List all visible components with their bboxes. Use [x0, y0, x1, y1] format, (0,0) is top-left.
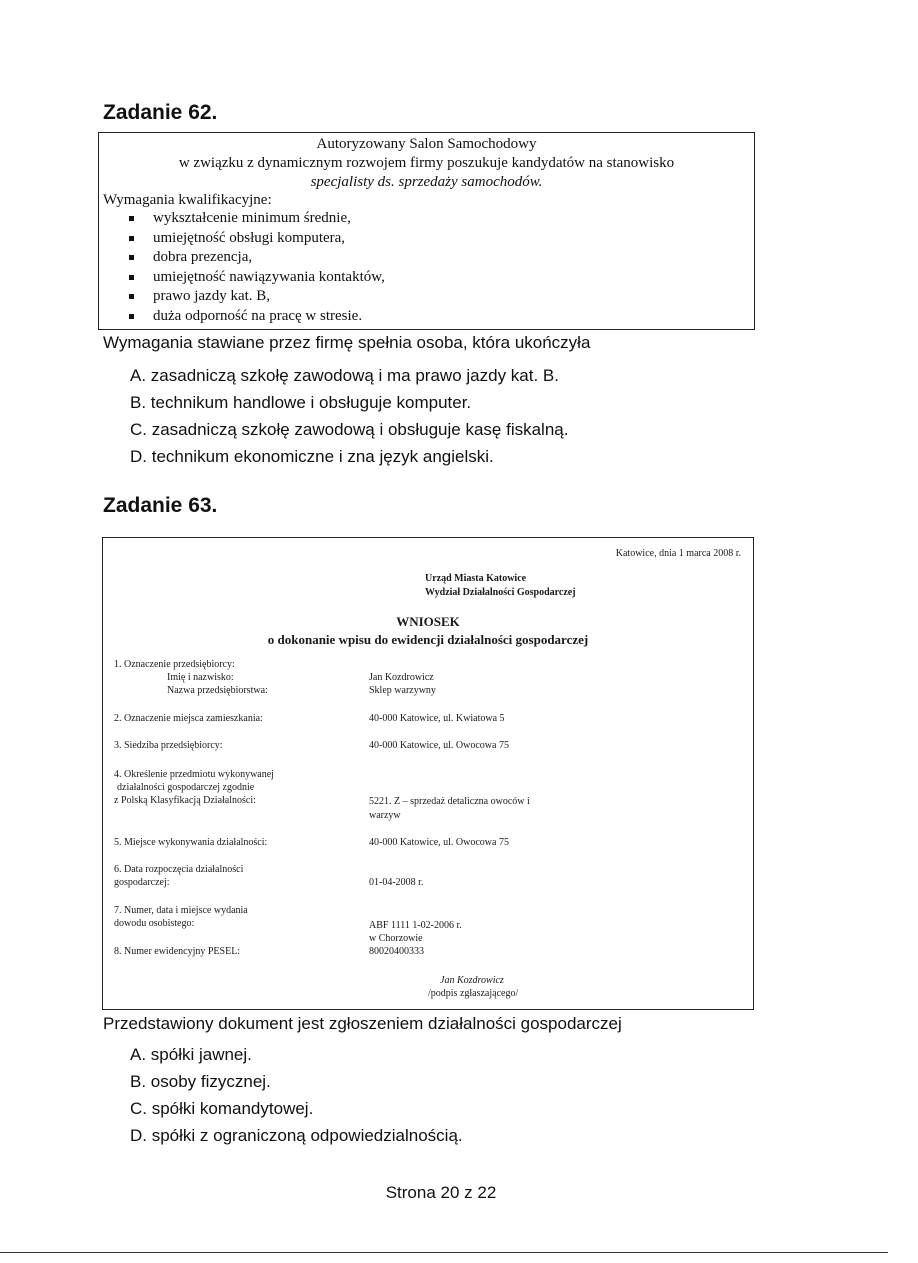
field4-value-1: 5221. Z – sprzedaż detaliczna owoców i	[369, 796, 530, 807]
field4-label-1: 4. Określenie przedmiotu wykonywanej	[114, 769, 274, 780]
field8-label: 8. Numer ewidencyjny PESEL:	[114, 946, 241, 957]
task63-option-a: A. spółki jawnej.	[130, 1045, 252, 1064]
field5-label: 5. Miejsce wykonywania działalności:	[114, 837, 268, 848]
field7-value-2: w Chorzowie	[369, 933, 423, 944]
task63-heading: Zadanie 63.	[103, 494, 218, 517]
field1b-value: Sklep warzywny	[369, 685, 436, 696]
field3-value: 40-000 Katowice, ul. Owocowa 75	[369, 740, 509, 751]
task62-option-c: C. zasadniczą szkołę zawodową i obsługuje kasę fiskalną.	[130, 420, 569, 439]
signature: Jan Kozdrowicz	[440, 975, 504, 986]
doc-title: WNIOSEK	[396, 614, 460, 629]
field2-label: 2. Oznaczenie miejsca zamieszkania:	[114, 713, 263, 724]
field1a-value: Jan Kozdrowicz	[369, 672, 434, 683]
application-form-box	[102, 537, 754, 1010]
field6-label-1: 6. Data rozpoczęcia działalności	[114, 864, 244, 875]
bottom-divider	[0, 1252, 888, 1253]
field8-value: 80020400333	[369, 946, 424, 957]
task62-option-b: B. technikum handlowe i obsługuje komputer.	[130, 393, 472, 412]
list-item: wykształcenie minimum średnie,	[127, 209, 385, 229]
signature-caption: /podpis zgłaszającego/	[428, 988, 519, 999]
field7-label-2: dowodu osobistego:	[114, 918, 195, 929]
field6-value: 01-04-2008 r.	[369, 877, 424, 888]
list-item: dobra prezencja,	[127, 248, 385, 268]
task63-option-d: D. spółki z ograniczoną odpowiedzialnością.	[130, 1126, 463, 1145]
field1a-label: Imię i nazwisko:	[167, 672, 234, 683]
field4-label-2: działalności gospodarczej zgodnie	[117, 782, 255, 793]
task62-heading: Zadanie 62.	[103, 101, 218, 124]
doc-date-place: Katowice, dnia 1 marca 2008 r.	[615, 548, 741, 559]
field1b-label: Nazwa przedsiębiorstwa:	[167, 685, 268, 696]
doc-office: Urząd Miasta Katowice	[425, 573, 527, 584]
field6-label-2: gospodarczej:	[114, 877, 170, 888]
task62-option-d: D. technikum ekonomiczne i zna język angielski.	[130, 447, 494, 466]
list-item: umiejętność obsługi komputera,	[127, 229, 385, 249]
field7-value-1: ABF 1111 1-02-2006 r.	[369, 920, 462, 931]
task63-option-c: C. spółki komandytowej.	[130, 1099, 314, 1118]
task62-question: Wymagania stawiane przez firmę spełnia osoba, która ukończyła	[103, 333, 591, 352]
task63-option-b: B. osoby fizycznej.	[130, 1072, 271, 1091]
doc-subtitle: o dokonanie wpisu do ewidencji działalności gospodarczej	[267, 632, 589, 647]
field5-value: 40-000 Katowice, ul. Owocowa 75	[369, 837, 509, 848]
list-item: prawo jazdy kat. B,	[127, 287, 385, 307]
doc-department: Wydział Działalności Gospodarczej	[425, 587, 576, 598]
field1-label: 1. Oznaczenie przedsiębiorcy:	[114, 659, 235, 670]
field2-value: 40-000 Katowice, ul. Kwiatowa 5	[369, 713, 505, 724]
job-ad-box	[98, 132, 755, 330]
field3-label: 3. Siedziba przedsiębiorcy:	[114, 740, 223, 751]
ad-requirements-title: Wymagania kwalifikacyjne:	[103, 192, 272, 208]
list-item: umiejętność nawiązywania kontaktów,	[127, 268, 385, 288]
requirements-list	[127, 209, 385, 326]
ad-company: Autoryzowany Salon Samochodowy	[316, 136, 537, 152]
field7-label-1: 7. Numer, data i miejsce wydania	[114, 905, 248, 916]
ad-line2: w związku z dynamicznym rozwojem firmy poszukuje kandydatów na stanowisko	[178, 155, 675, 171]
task62-option-a: A. zasadniczą szkołę zawodową i ma prawo jazdy kat. B.	[130, 366, 559, 385]
field4-label-3: z Polską Klasyfikacją Działalności:	[114, 795, 256, 806]
list-item: duża odporność na pracę w stresie.	[127, 307, 385, 327]
field4-value-2: warzyw	[369, 810, 401, 821]
task63-question: Przedstawiony dokument jest zgłoszeniem działalności gospodarczej	[103, 1014, 622, 1033]
page-number: Strona 20 z 22	[385, 1183, 497, 1202]
ad-position: specjalisty ds. sprzedaży samochodów.	[310, 174, 543, 190]
